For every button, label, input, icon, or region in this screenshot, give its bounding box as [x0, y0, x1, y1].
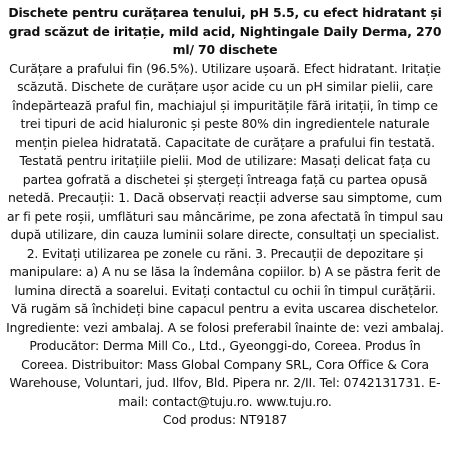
- product-title: Dischete pentru curățarea tenului, pH 5.5, cu efect hidratant și grad scăzut de iritație, mild acid, Nightingale Daily Derma, 270 ml/ 70 dischete: [8, 5, 442, 57]
- product-description: Curățare a prafului fin (96.5%). Utilizare ușoară. Efect hidratant. Iritație scăzută. Dischete de curățare ușor acide cu un pH similar pielii, care îndepărtează praful fin, machiajul și impuritățile fără iritații, în timp ce trei tipuri de acid hialuronic și peste 80% din ingredientele naturale mențin pielea hidratată. Capacitate de curățare a prafului fin testată. Testată pentru iritațiile pielii. Mod de utilizare: Masați delicat fața cu partea gofrată a dischetei și ștergeți întreaga față cu partea opusă netedă. Precauții: 1. Dacă observați reacții adverse sau simptome, cum ar fi pete roșii, umflături sau mâncărime, pe zona afectată în timpul sau după utilizare, din cauza luminii solare directe, consultați un specialist. 2. Evitați utilizarea pe zonele cu răni. 3. Precauții de depozitare și manipulare: a) A nu se lăsa la îndemâna copiilor. b) A se păstra ferit de lumina directă a soarelui. Evitați contactul cu ochii în timpul curățării. Vă rugăm să închideți bine capacul pentru a evita uscarea dischetelor. Ingrediente: vezi ambalaj. A se folosi preferabil înainte de: vezi ambalaj. Producător: Derma Mill Co., Ltd., Gyeonggi-do, Coreea. Produs în Coreea. Distribuitor: Mass Global Company SRL, Cora Office & Cora Warehouse, Voluntari, jud. Ilfov, Bld. Pipera nr. 2/II. Tel: 0742131731. E-mail: contact@tuju.ro. www.tuju.ro.: [6, 60, 444, 409]
- product-code: Cod produs: NT9187: [162, 412, 288, 427]
